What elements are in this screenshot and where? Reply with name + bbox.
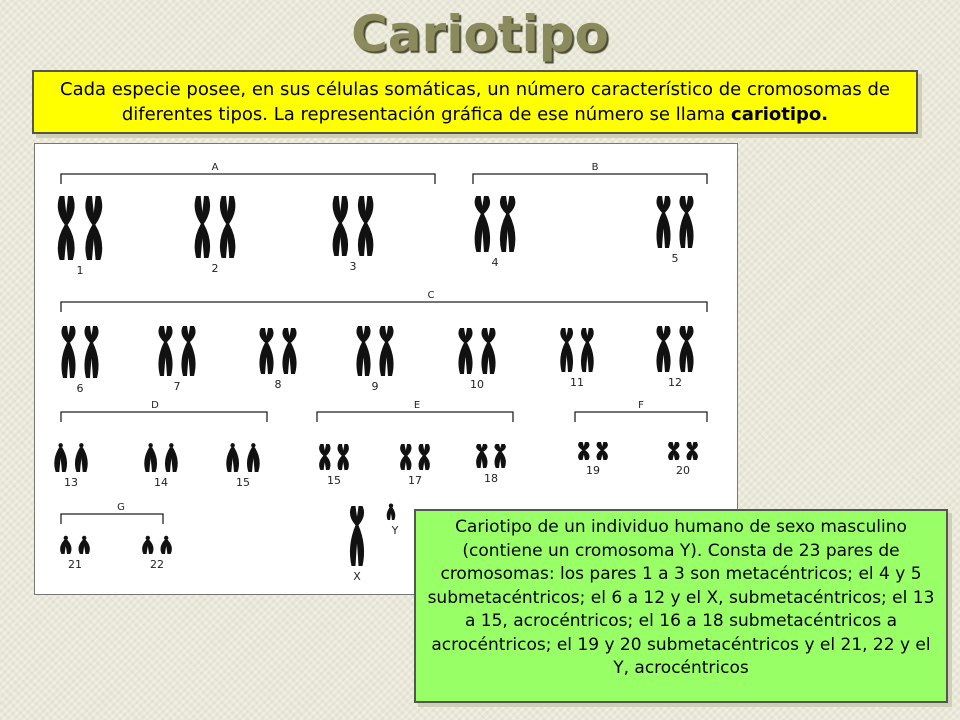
chromosome-number-label: 15 [236,476,250,489]
group-bracket-c [61,302,707,312]
chromosome-number-label: 22 [150,558,164,571]
group-bracket-e [317,412,513,422]
chromosome-pair-20 [668,442,698,460]
chromosome [226,443,239,472]
chromosome [338,444,349,470]
chromosome [282,328,296,374]
chromosome [400,444,411,470]
chromosome [668,442,679,460]
chromosome [356,326,370,376]
group-label-a: A [211,162,219,173]
chromosome [687,442,698,460]
chromosome [379,326,393,376]
chromosome [581,328,594,372]
chromosome [333,196,348,256]
chromosome-number-label: 8 [274,378,282,391]
intro-bold-term: cariotipo. [731,104,829,125]
chromosome-pair-9 [356,326,393,376]
chromosome-pair-21 [60,536,90,554]
chromosome-pair-15 [319,444,349,470]
chromosome-number-label: 17 [408,474,422,487]
chromosome [181,326,195,376]
chromosome-number-label: 18 [484,472,498,485]
chromosome-pair-19 [578,442,608,460]
chromosome [560,328,573,372]
group-label-g: G [117,502,125,513]
chromosome-number-label: 5 [671,252,679,265]
chromosome-number-label: 6 [76,382,84,395]
chromosome-pair-18 [476,444,506,468]
chromosome-number-label: 15 [327,474,341,487]
chromosome [54,443,67,472]
group-bracket-a [61,174,435,184]
chromosome [259,328,273,374]
group-label-e: E [413,400,421,411]
chromosome [500,196,515,252]
group-label-b: B [591,162,599,173]
chromosome-number-label: 9 [371,380,379,393]
chromosome-number-label: 7 [173,380,181,393]
chromosome [419,444,430,470]
chromosome-pair-4 [475,196,516,252]
chromosome [75,443,88,472]
sex-chromosome-label-x: X [353,570,361,583]
chromosome [679,326,693,372]
chromosome-pair-6 [61,326,98,378]
slide-title: Cariotipo [351,5,609,63]
group-bracket-f [575,412,707,422]
chromosome [319,444,330,470]
chromosome-number-label: 13 [64,476,78,489]
chromosome [481,328,495,374]
chromosome [60,536,71,554]
intro-text: Cada especie posee, en sus células somáticas, un número característico de cromosomas de diferentes tipos. La representación gráfica de ese número se llama [60,79,890,125]
chromosome-pair-14 [144,443,177,472]
chromosome [656,196,670,248]
chromosome-pair-2 [195,196,236,258]
chromosome-number-label: 10 [470,378,484,391]
group-label-f: F [638,400,644,411]
chromosome-pair-15 [226,443,259,472]
chromosome [158,326,172,376]
caption-text: Cariotipo de un individuo humano de sexo masculino (contiene un cromosoma Y). Consta de 23 pares de cromosomas: los pares 1 a 3 son metacéntricos; el 4 y 5 submetacéntricos; el 6 a 12 y el X, submetacéntricos; el 13 a 15, acrocéntricos; el 16 a 18 submetacéntricos a acrocéntricos; el 19 y 20 submetacéntricos y el 21, 22 y el Y, acrocéntricos [427,517,935,678]
chromosome-number-label: 20 [676,464,690,477]
group-bracket-g [61,514,163,524]
chromosome-pair-5 [656,196,693,248]
caption-box [414,509,948,703]
chromosome [144,443,157,472]
chromosome [61,326,75,378]
chromosome-number-label: 2 [211,262,219,275]
chromosome [358,196,373,256]
chromosome [161,536,172,554]
chromosome-number-label: 1 [76,264,84,277]
chromosome [476,444,487,468]
chromosome [165,443,178,472]
chromosome [247,443,260,472]
group-label-c: C [427,290,435,301]
chromosome-pair-13 [54,443,87,472]
chromosome [495,444,506,468]
chromosome [458,328,472,374]
chromosome [597,442,608,460]
chromosome-pair-7 [158,326,195,376]
chromosome-pair-3 [333,196,374,256]
chromosome-number-label: 12 [668,376,682,389]
chromosome-pair-12 [656,326,693,372]
chromosome [58,196,75,260]
chromosome-pair-8 [259,328,296,374]
sex-chromosome-label-y: Y [391,524,399,537]
chromosome-pair-22 [142,536,172,554]
chromosome-y [387,503,396,520]
chromosome [84,326,98,378]
group-bracket-d [61,412,267,422]
chromosome [475,196,490,252]
group-label-d: D [151,400,159,411]
group-bracket-b [473,174,707,184]
chromosome [142,536,153,554]
chromosome-pair-1 [58,196,102,260]
chromosome-x [350,506,364,566]
chromosome [85,196,102,260]
chromosome-pair-17 [400,444,430,470]
chromosome-number-label: 3 [349,260,357,273]
chromosome [656,326,670,372]
chromosome-pair-11 [560,328,593,372]
chromosome-number-label: 19 [586,464,600,477]
chromosome [195,196,210,258]
chromosome [578,442,589,460]
intro-text-box [32,70,918,134]
chromosome-number-label: 14 [154,476,168,489]
chromosome [220,196,235,258]
chromosome-number-label: 21 [68,558,82,571]
chromosome [679,196,693,248]
chromosome [79,536,90,554]
chromosome-number-label: 4 [491,256,499,269]
chromosome-number-label: 11 [570,376,584,389]
chromosome-pair-10 [458,328,495,374]
